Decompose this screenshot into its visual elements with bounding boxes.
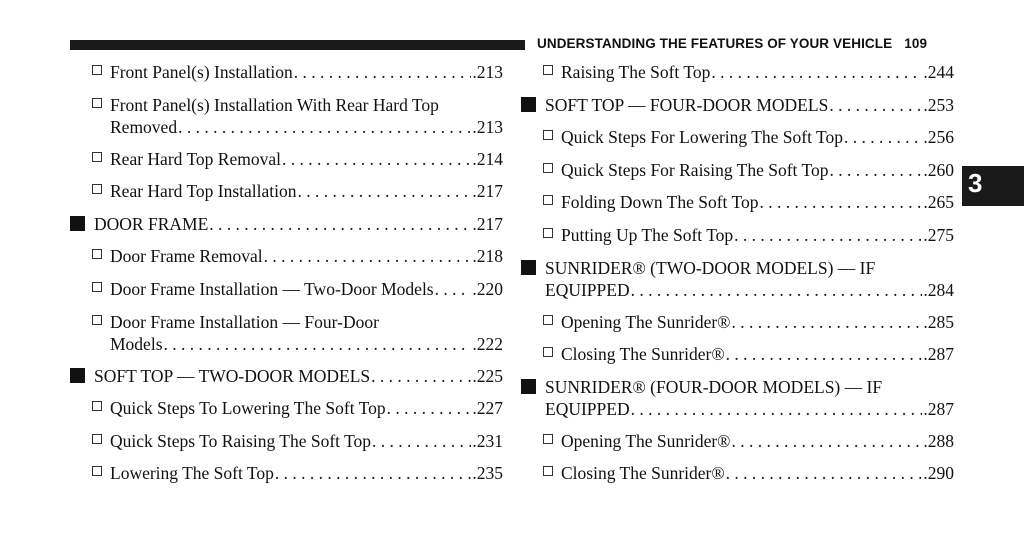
dot-leader xyxy=(631,398,923,420)
subentry-box-icon xyxy=(543,195,553,205)
entry-page-number: .287 xyxy=(923,398,954,419)
entry-page-number: .217 xyxy=(472,181,503,202)
dot-leader xyxy=(829,94,922,116)
dot-leader xyxy=(164,333,472,355)
dot-leader xyxy=(282,148,471,170)
entry-title: Quick Steps To Lowering The Soft Top xyxy=(110,398,386,419)
subentry-box-icon xyxy=(543,163,553,173)
subentry-box-icon xyxy=(92,152,102,162)
entry-title: Front Panel(s) Installation xyxy=(110,62,293,82)
entry-page-number: .288 xyxy=(923,430,954,451)
entry-title: Putting Up The Soft Top xyxy=(561,224,734,245)
header-rule xyxy=(70,40,525,50)
dot-leader xyxy=(387,397,472,419)
dot-leader xyxy=(435,278,472,300)
dot-leader xyxy=(731,430,922,452)
dot-leader xyxy=(372,430,471,452)
entry-title: Front Panel(s) Installation With Rear Hard Top xyxy=(110,94,439,115)
entry-title: SOFT TOP — FOUR-DOOR MODELS xyxy=(545,94,829,115)
subentry-box-icon xyxy=(92,184,102,194)
dot-leader xyxy=(298,180,472,202)
entry-page-number: .265 xyxy=(923,192,954,213)
entry-title: EQUIPPED xyxy=(545,279,630,300)
toc-subentry[interactable] xyxy=(521,191,954,224)
dot-leader xyxy=(759,191,922,213)
toc-subentry[interactable] xyxy=(521,430,954,463)
dot-leader xyxy=(275,462,472,484)
entry-page-number: .213 xyxy=(472,62,503,82)
entry-title: Opening The Sunrider® xyxy=(561,430,731,451)
entry-title: Closing The Sunrider® xyxy=(561,463,725,484)
section-bullet-icon xyxy=(521,260,536,275)
dot-leader xyxy=(726,343,923,365)
dot-leader xyxy=(734,224,922,246)
subentry-box-icon xyxy=(92,65,102,75)
subentry-box-icon xyxy=(543,315,553,325)
subentry-box-icon xyxy=(543,130,553,140)
entry-page-number: .217 xyxy=(472,213,503,234)
subentry-box-icon xyxy=(92,249,102,259)
toc-section-entry[interactable] xyxy=(70,213,503,246)
entry-page-number: .220 xyxy=(472,278,503,299)
toc-subentry[interactable] xyxy=(70,94,503,148)
dot-leader xyxy=(726,462,923,484)
toc-subentry[interactable] xyxy=(70,61,503,94)
subentry-box-icon xyxy=(543,434,553,444)
section-bullet-icon xyxy=(521,97,536,112)
toc-subentry[interactable] xyxy=(70,180,503,213)
subentry-box-icon xyxy=(92,434,102,444)
chapter-tab xyxy=(962,166,1024,206)
entry-title: Removed xyxy=(110,116,178,137)
dot-leader xyxy=(731,311,922,333)
entry-title: SOFT TOP — TWO-DOOR MODELS xyxy=(94,365,371,386)
entry-page-number: .284 xyxy=(923,279,954,300)
entry-title: Opening The Sunrider® xyxy=(561,311,731,332)
entry-title: Quick Steps To Raising The Soft Top xyxy=(110,430,372,451)
subentry-box-icon xyxy=(92,282,102,292)
dot-leader xyxy=(844,126,922,148)
entry-page-number: .225 xyxy=(472,365,503,386)
entry-page-number: .222 xyxy=(472,333,503,354)
toc-subentry[interactable] xyxy=(521,126,954,159)
toc-subentry[interactable] xyxy=(70,148,503,181)
entry-title: Quick Steps For Lowering The Soft Top xyxy=(561,127,843,148)
toc-subentry[interactable] xyxy=(521,311,954,344)
toc-subentry[interactable] xyxy=(521,159,954,192)
entry-page-number: .231 xyxy=(472,430,503,451)
entry-title: Raising The Soft Top xyxy=(561,62,711,82)
entry-title: SUNRIDER® (FOUR-DOOR MODELS) — IF xyxy=(545,376,883,397)
subentry-box-icon xyxy=(92,98,102,108)
toc-subentry[interactable] xyxy=(521,343,954,376)
entry-page-number: .287 xyxy=(923,344,954,365)
dot-leader xyxy=(631,279,923,301)
entry-title: Rear Hard Top Installation xyxy=(110,181,297,202)
subentry-box-icon xyxy=(543,65,553,75)
entry-title: SUNRIDER® (TWO-DOOR MODELS) — IF xyxy=(545,257,876,278)
running-header xyxy=(537,36,927,51)
dot-leader xyxy=(264,245,472,267)
toc-subentry[interactable] xyxy=(70,397,503,430)
entry-page-number: .285 xyxy=(923,311,954,332)
entry-title: EQUIPPED xyxy=(545,398,630,419)
entry-title: Lowering The Soft Top xyxy=(110,463,274,484)
header-page-number: 109 xyxy=(904,36,928,51)
toc-section-entry[interactable] xyxy=(70,365,503,398)
entry-title: Closing The Sunrider® xyxy=(561,344,725,365)
entry-page-number: .213 xyxy=(472,116,503,137)
dot-leader xyxy=(829,159,922,181)
toc-subentry[interactable] xyxy=(521,224,954,257)
toc-subentry[interactable] xyxy=(70,462,503,495)
toc-subentry[interactable] xyxy=(70,430,503,463)
entry-title: Folding Down The Soft Top xyxy=(561,192,759,213)
subentry-box-icon xyxy=(543,347,553,357)
toc-column-left xyxy=(70,61,503,495)
dot-leader xyxy=(178,116,471,138)
toc-column-right xyxy=(521,61,954,495)
toc-subentry[interactable] xyxy=(70,245,503,278)
chapter-number: 3 xyxy=(968,168,983,198)
toc-section-entry[interactable] xyxy=(521,257,954,311)
subentry-box-icon xyxy=(543,466,553,476)
entry-page-number: .275 xyxy=(923,224,954,245)
subentry-box-icon xyxy=(543,228,553,238)
section-bullet-icon xyxy=(521,379,536,394)
entry-page-number: .253 xyxy=(923,94,954,115)
entry-page-number: .256 xyxy=(923,127,954,148)
header-title: UNDERSTANDING THE FEATURES OF YOUR VEHICLE xyxy=(537,36,893,51)
entry-title: Models xyxy=(110,333,163,354)
toc-subentry[interactable] xyxy=(70,278,503,311)
section-bullet-icon xyxy=(70,216,85,231)
dot-leader xyxy=(294,61,472,83)
entry-title: DOOR FRAME xyxy=(94,213,209,234)
entry-page-number: .290 xyxy=(923,463,954,484)
toc-section-entry[interactable] xyxy=(521,94,954,127)
toc-section-entry[interactable] xyxy=(521,376,954,430)
subentry-box-icon xyxy=(92,401,102,411)
entry-page-number: .235 xyxy=(472,463,503,484)
entry-page-number: .218 xyxy=(472,246,503,267)
dot-leader xyxy=(209,213,471,235)
entry-title: Quick Steps For Raising The Soft Top xyxy=(561,159,829,180)
entry-title: Door Frame Removal xyxy=(110,246,263,267)
entry-page-number: .214 xyxy=(472,148,503,169)
toc-subentry[interactable] xyxy=(70,311,503,365)
toc-subentry[interactable] xyxy=(521,462,954,495)
dot-leader xyxy=(711,61,922,83)
entry-title: Door Frame Installation — Four-Door xyxy=(110,311,379,332)
entry-title: Rear Hard Top Removal xyxy=(110,148,281,169)
section-bullet-icon xyxy=(70,368,85,383)
subentry-box-icon xyxy=(92,315,102,325)
toc-subentry[interactable] xyxy=(521,61,954,94)
dot-leader xyxy=(371,365,471,387)
subentry-box-icon xyxy=(92,466,102,476)
entry-page-number: .260 xyxy=(923,159,954,180)
entry-page-number: .244 xyxy=(923,62,954,82)
entry-page-number: .227 xyxy=(472,398,503,419)
entry-title: Door Frame Installation — Two-Door Models xyxy=(110,278,434,299)
